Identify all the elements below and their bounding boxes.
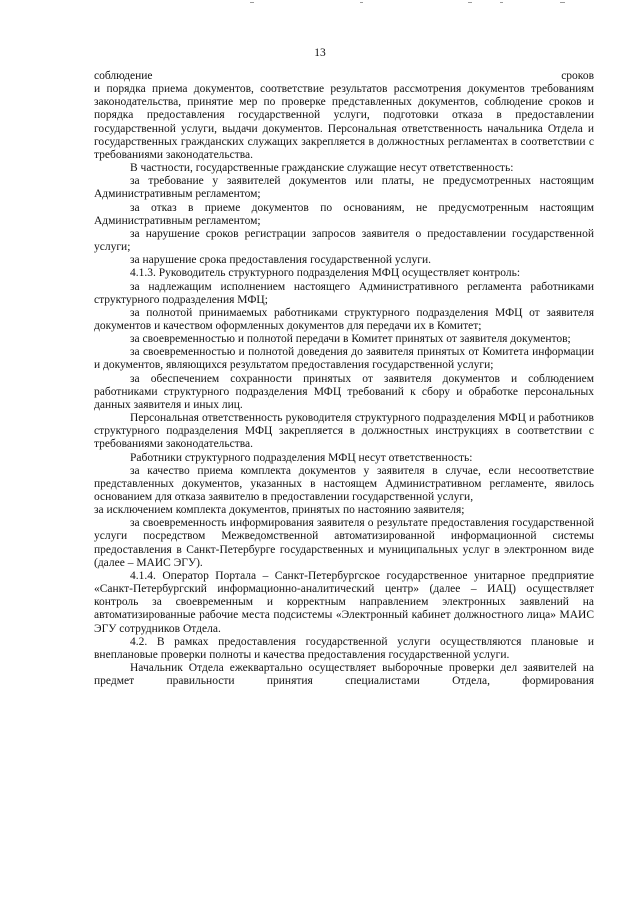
paragraph-p17: за исключением комплекта документов, принятых по настоянию заявителя; (94, 504, 465, 517)
paragraph-p13: за обеспечением сохранности принятых от заявителя документов и соблюдением работниками структурного подразделения МФЦ требований к сбору и обработке персональных данных заявителя и иных лиц. (94, 372, 594, 411)
paragraph-p03: В частности, государственные гражданские служащие несут ответственность: (130, 162, 514, 175)
paragraph-p12: за своевременностью и полнотой доведения до заявителя принятых от Комитета информации и документов, являющихся результатом предоставления государственной услуги; (94, 346, 594, 372)
paragraph-p19: 4.1.4. Оператор Портала – Санкт-Петербургское государственное унитарное предприятие «Санкт-Петербургский информационно-аналитический центр» (далее – ИАЦ) осуществляет контроль за своевременным и корректным направлением электронных заявлений на автоматизированные рабочие места подсистемы «Электронный кабинет должностного лица» МАИС ЭГУ сотрудников Отдела. (94, 569, 594, 635)
scan-edge-marks (0, 0, 640, 10)
paragraph-p04: за требование у заявителей документов или платы, не предусмотренных настоящим Административным регламентом; (94, 175, 594, 201)
paragraph-p20: 4.2. В рамках предоставления государственной услуги осуществляются плановые и внеплановые проверки полноты и качества предоставления государственной услуги. (94, 635, 594, 661)
paragraph-p14: Персональная ответственность руководителя структурного подразделения МФЦ и работников структурного подразделения МФЦ закрепляется в должностных инструкциях в соответствии с требованиями законодательства. (94, 412, 594, 451)
paragraph-p21: Начальник Отдела ежеквартально осуществляет выборочные проверки дел заявителей на предмет правильности принятия специалистами Отдела, формирования (94, 662, 594, 688)
paragraph-p09: за надлежащим исполнением настоящего Административного регламента работниками структурного подразделения МФЦ; (94, 280, 594, 306)
paragraph-p06: за нарушение сроков регистрации запросов заявителя о предоставлении государственной услуги; (94, 227, 594, 254)
paragraph-p18: за своевременность информирования заявителя о результате предоставления государственной услуги посредством Межведомственной автоматизированной информационной системы предоставления в Санкт-Петербурге государственных и муниципальных услуг в электронном виде (далее – МАИС ЭГУ). (94, 517, 594, 569)
paragraph-p16: за качество приема комплекта документов у заявителя в случае, если несоответствие представленных документов, указанных в настоящем Административном регламенте, явилось основанием для отказа заявителю в предоставлении государственной услуги, (94, 464, 594, 503)
paragraph-p08: 4.1.3. Руководитель структурного подразделения МФЦ осуществляет контроль: (130, 267, 521, 280)
paragraph-p05: за отказ в приеме документов по основаниям, не предусмотренным настоящим Административным регламентом; (94, 201, 594, 227)
paragraph-p10: за полнотой принимаемых работниками структурного подразделения МФЦ от заявителя документов и качеством оформленных документов для передачи их в Комитет; (94, 306, 594, 332)
paragraph-p02: и порядка приема документов, соответствие результатов рассмотрения документов требованиям законодательства, принятие мер по проверке представленных документов, соблюдение сроков и порядка предоставления государственной услуги, подготовки отказа в предоставлении государственной услуги, выдачи документов. Персональная ответственность начальника Отдела и государственных гражданских служащих закрепляется в должностных регламентах в соответствии с требованиями законодательства. (94, 83, 594, 161)
page-number: 13 (314, 47, 326, 59)
paragraph-p11: за своевременностью и полнотой передачи в Комитет принятых от заявителя документов; (130, 333, 571, 346)
paragraph-p15: Работники структурного подразделения МФЦ несут ответственность: (130, 451, 473, 464)
paragraph-p01: соблюдение сроков (94, 70, 594, 82)
paragraph-p07: за нарушение срока предоставления государственной услуги. (130, 254, 432, 267)
document-body (94, 70, 594, 688)
